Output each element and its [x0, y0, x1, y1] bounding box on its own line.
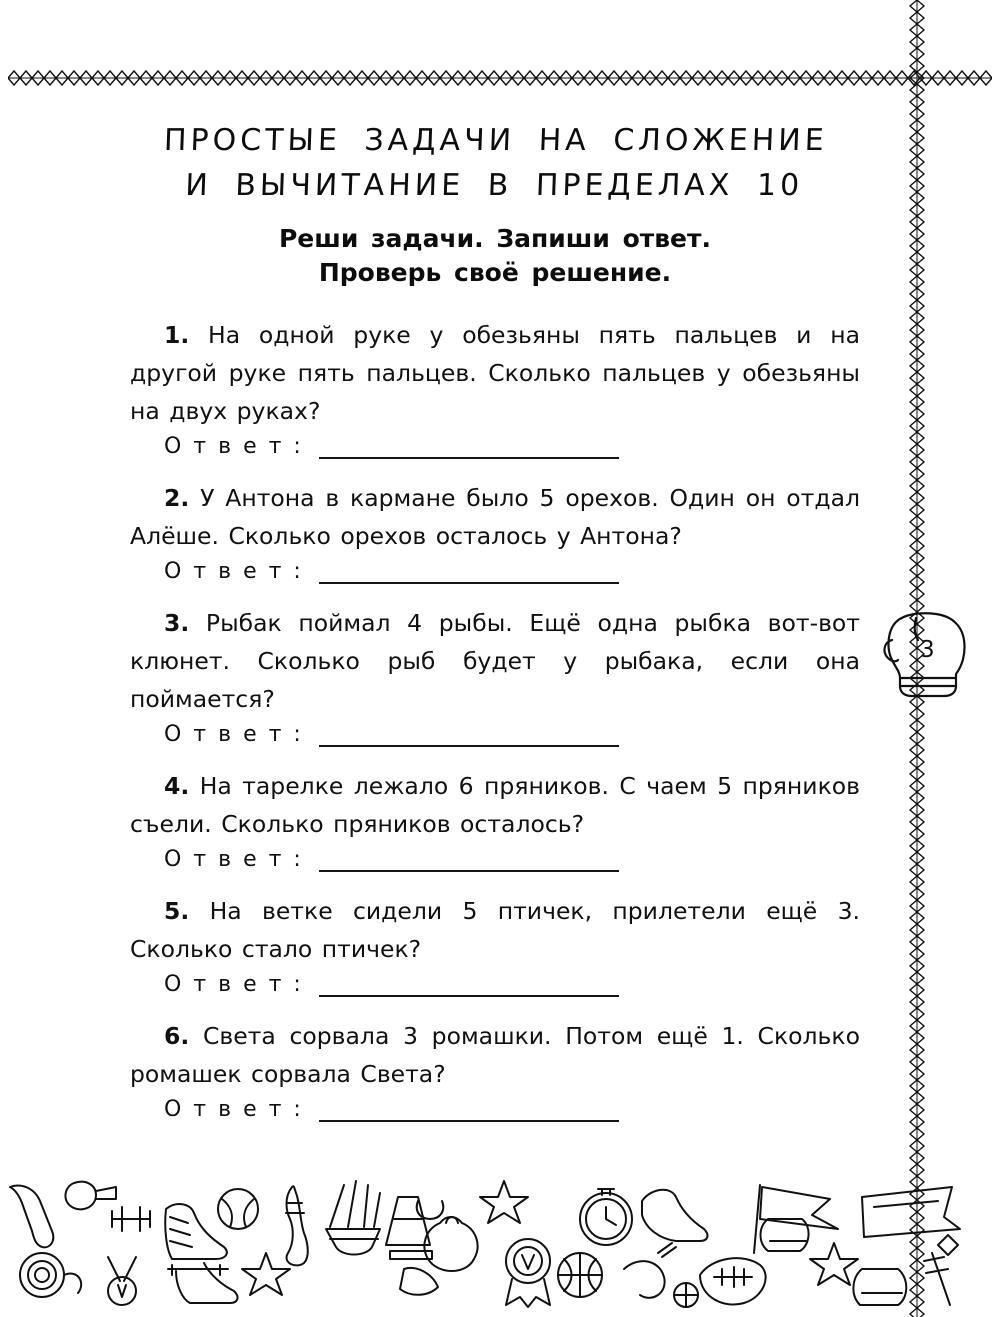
- task-body: На ветке сидели 5 птичек, прилетели ещё 3. Сколько стало птичек?: [130, 897, 860, 964]
- task-paragraph: [130, 604, 860, 718]
- answer-label: О т в е т :: [164, 722, 304, 747]
- answer-input-line[interactable]: [319, 562, 619, 584]
- task-body: У Антона в кармане было 5 орехов. Один он отдал Алёше. Сколько орехов осталось у Антона?: [130, 483, 860, 550]
- task-number: 1.: [164, 320, 190, 349]
- task-body: Света сорвала 3 ромашки. Потом ещё 1. Сколько ромашек сорвала Света?: [130, 1022, 860, 1089]
- task-number: 4.: [164, 772, 190, 800]
- answer-row: [130, 722, 860, 747]
- answer-label: О т в е т :: [164, 1097, 304, 1123]
- answer-input-line[interactable]: [319, 975, 619, 997]
- answer-label: О т в е т :: [164, 847, 304, 873]
- footer-doodle-strip: [0, 1157, 1000, 1317]
- answer-row: [130, 434, 860, 459]
- answer-row: [130, 559, 860, 584]
- task-number: 3.: [164, 608, 190, 637]
- task-body: На тарелке лежало 6 пряников. С чаем 5 пряников съели. Сколько пряников осталось?: [130, 772, 860, 839]
- answer-row: [130, 972, 860, 997]
- task-item: [130, 767, 860, 872]
- task-item: [130, 604, 860, 747]
- task-item: [130, 479, 860, 584]
- task-paragraph: [130, 1017, 860, 1093]
- task-body: Рыбак поймал 4 рыбы. Ещё одна рыбка вот-вот клюнет. Сколько рыб будет у рыбака, если она поймается?: [130, 608, 860, 713]
- answer-label: О т в е т :: [164, 433, 304, 459]
- answer-input-line[interactable]: [319, 437, 619, 459]
- worksheet-content: [130, 118, 860, 1142]
- page-subtitle-line-2: Проверь своё решение.: [318, 257, 672, 287]
- task-paragraph: [130, 892, 860, 968]
- page-title-line-1: ПРОСТЫЕ ЗАДАЧИ НА СЛОЖЕНИЕ: [163, 123, 829, 158]
- page-number: 3: [920, 637, 935, 663]
- task-number: 2.: [164, 483, 190, 512]
- page-title: [128, 118, 861, 208]
- task-item: [130, 1017, 860, 1122]
- task-number: 5.: [164, 897, 190, 926]
- task-item: [130, 316, 860, 459]
- answer-row: [130, 1097, 860, 1122]
- answer-input-line[interactable]: [319, 725, 619, 747]
- page-title-line-2: И ВЫЧИТАНИЕ В ПРЕДЕЛАХ 10: [184, 168, 804, 203]
- answer-label: О т в е т :: [164, 558, 304, 584]
- answer-input-line[interactable]: [319, 1100, 619, 1122]
- answer-label: О т в е т :: [164, 972, 304, 998]
- answer-input-line[interactable]: [319, 850, 619, 872]
- task-list: [130, 316, 860, 1123]
- task-number: 6.: [164, 1022, 190, 1051]
- task-paragraph: [130, 316, 860, 430]
- page-subtitle: [130, 222, 860, 290]
- page-subtitle-line-1: Реши задачи. Запиши ответ.: [278, 224, 711, 253]
- task-paragraph: [130, 767, 860, 843]
- task-body: На одной руке у обезьяны пять пальцев и на другой руке пять пальцев. Сколько пальцев у обезьяны на двух руках?: [130, 320, 860, 425]
- task-item: [130, 892, 860, 997]
- answer-row: [130, 847, 860, 872]
- task-paragraph: [130, 479, 860, 555]
